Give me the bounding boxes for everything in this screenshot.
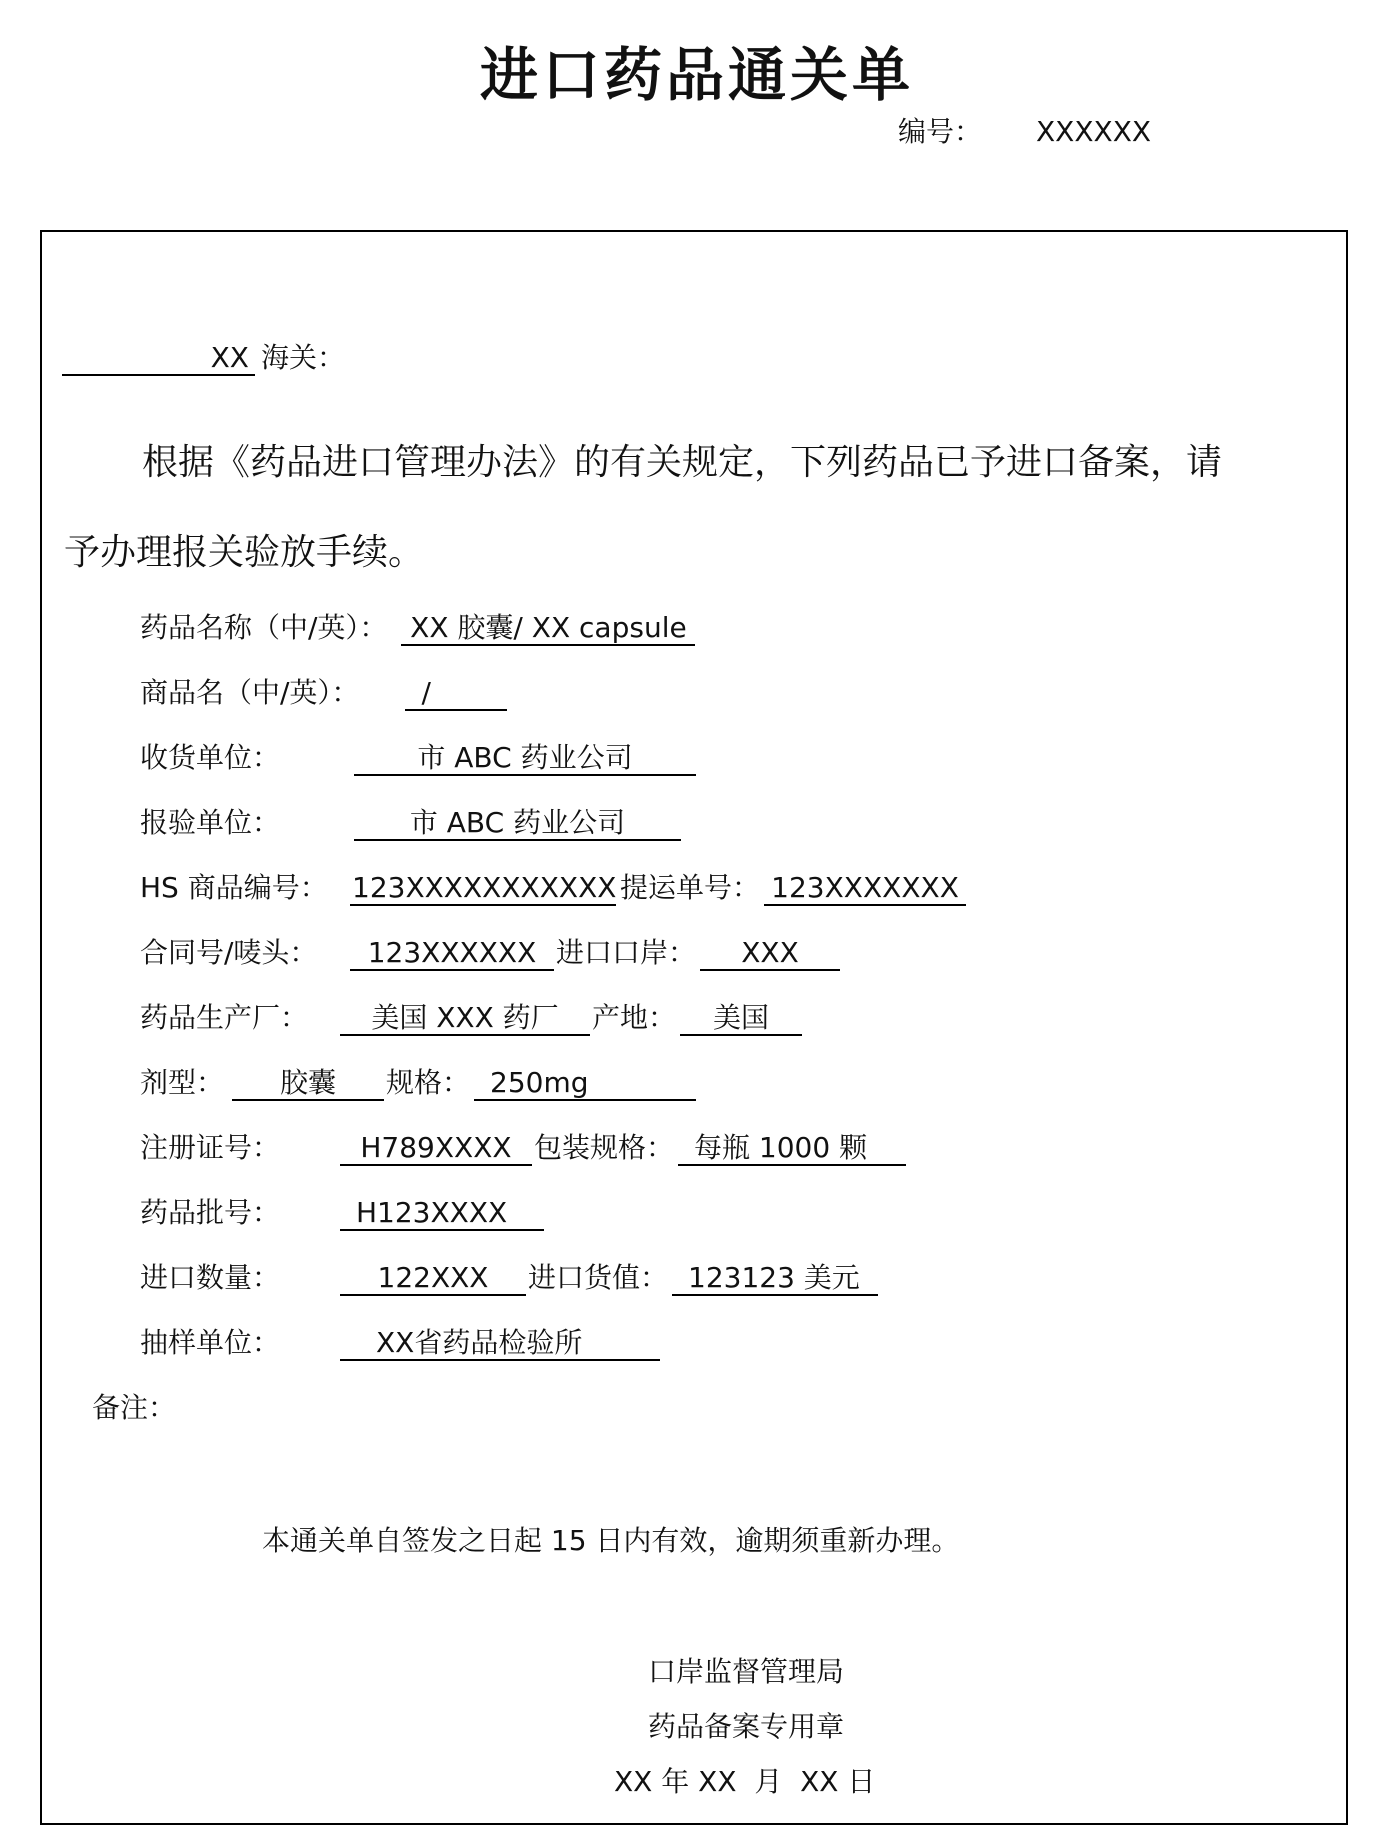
trade-name-label: 商品名（中/英）： <box>140 676 360 709</box>
batch-label: 药品批号： <box>140 1196 281 1229</box>
customs-name: XX <box>62 342 255 376</box>
issuer-line-1: 口岸监督管理局 <box>648 1655 845 1688</box>
dosage-form-label: 剂型： <box>140 1066 225 1099</box>
origin-value: 美国 <box>680 1002 802 1036</box>
customs-suffix: 海关： <box>261 341 346 374</box>
row-drug-name <box>140 606 695 646</box>
doc-number-value: XXXXXX <box>1036 115 1152 148</box>
consignee-value: 市 ABC 药业公司 <box>354 742 696 776</box>
page-title: 进口药品通关单 <box>479 41 914 109</box>
row-inspection-unit <box>140 801 681 841</box>
contract-value: 123XXXXXX <box>350 937 554 971</box>
value-value: 123123 美元 <box>672 1262 878 1296</box>
packaging-label: 包装规格： <box>534 1131 675 1164</box>
remarks-label: 备注： <box>92 1391 177 1424</box>
row-registration <box>140 1126 906 1166</box>
port-label: 进口口岸： <box>556 936 697 969</box>
specification-label: 规格： <box>386 1066 471 1099</box>
drug-name-value: XX 胶囊/ XX capsule <box>401 612 695 646</box>
quantity-value: 122XXX <box>340 1262 526 1296</box>
batch-value: H123XXXX <box>340 1197 544 1231</box>
issuer-line-2: 药品备案专用章 <box>648 1710 845 1743</box>
intro-line-2: 予办理报关验放手续。 <box>64 532 425 573</box>
port-value: XXX <box>700 937 840 971</box>
row-sampling <box>140 1321 660 1361</box>
value-label: 进口货值： <box>528 1261 669 1294</box>
contract-label: 合同号/唛头： <box>140 936 318 969</box>
doc-number-label: 编号： <box>898 115 983 148</box>
manufacturer-value: 美国 XXX 药厂 <box>340 1002 590 1036</box>
inspection-unit-value: 市 ABC 药业公司 <box>354 807 681 841</box>
doc-number <box>898 110 1151 150</box>
consignee-label: 收货单位： <box>140 741 281 774</box>
quantity-label: 进口数量： <box>140 1261 281 1294</box>
row-dosage <box>140 1061 696 1101</box>
row-batch <box>140 1191 544 1231</box>
hs-code-label: HS 商品编号： <box>140 871 328 904</box>
registration-label: 注册证号： <box>140 1131 281 1164</box>
sampling-label: 抽样单位： <box>140 1326 281 1359</box>
specification-value: 250mg <box>474 1067 696 1101</box>
sampling-value: XX省药品检验所 <box>340 1327 660 1361</box>
hs-code-value: 123XXXXXXXXXXX <box>350 872 616 906</box>
drug-name-label: 药品名称（中/英）： <box>140 611 388 644</box>
origin-label: 产地： <box>592 1001 677 1034</box>
registration-value: H789XXXX <box>340 1132 532 1166</box>
row-hs-code <box>140 866 966 906</box>
trade-name-value: / <box>405 677 507 711</box>
bill-of-lading-value: 123XXXXXXX <box>764 872 966 906</box>
dosage-form-value: 胶囊 <box>232 1067 384 1101</box>
issue-date: XX 年 XX 月 XX 日 <box>614 1765 876 1798</box>
manufacturer-label: 药品生产厂： <box>140 1001 309 1034</box>
row-trade-name <box>140 671 507 711</box>
bill-of-lading-label: 提运单号： <box>620 871 761 904</box>
packaging-value: 每瓶 1000 颗 <box>678 1132 906 1166</box>
intro-line-1: 根据《药品进口管理办法》的有关规定，下列药品已予进口备案，请 <box>142 442 1223 483</box>
row-contract <box>140 931 840 971</box>
row-quantity <box>140 1256 878 1296</box>
row-manufacturer <box>140 996 802 1036</box>
inspection-unit-label: 报验单位： <box>140 806 281 839</box>
validity-note: 本通关单自签发之日起 15 日内有效，逾期须重新办理。 <box>262 1524 960 1557</box>
customs-addressee <box>62 336 345 376</box>
row-consignee <box>140 736 696 776</box>
